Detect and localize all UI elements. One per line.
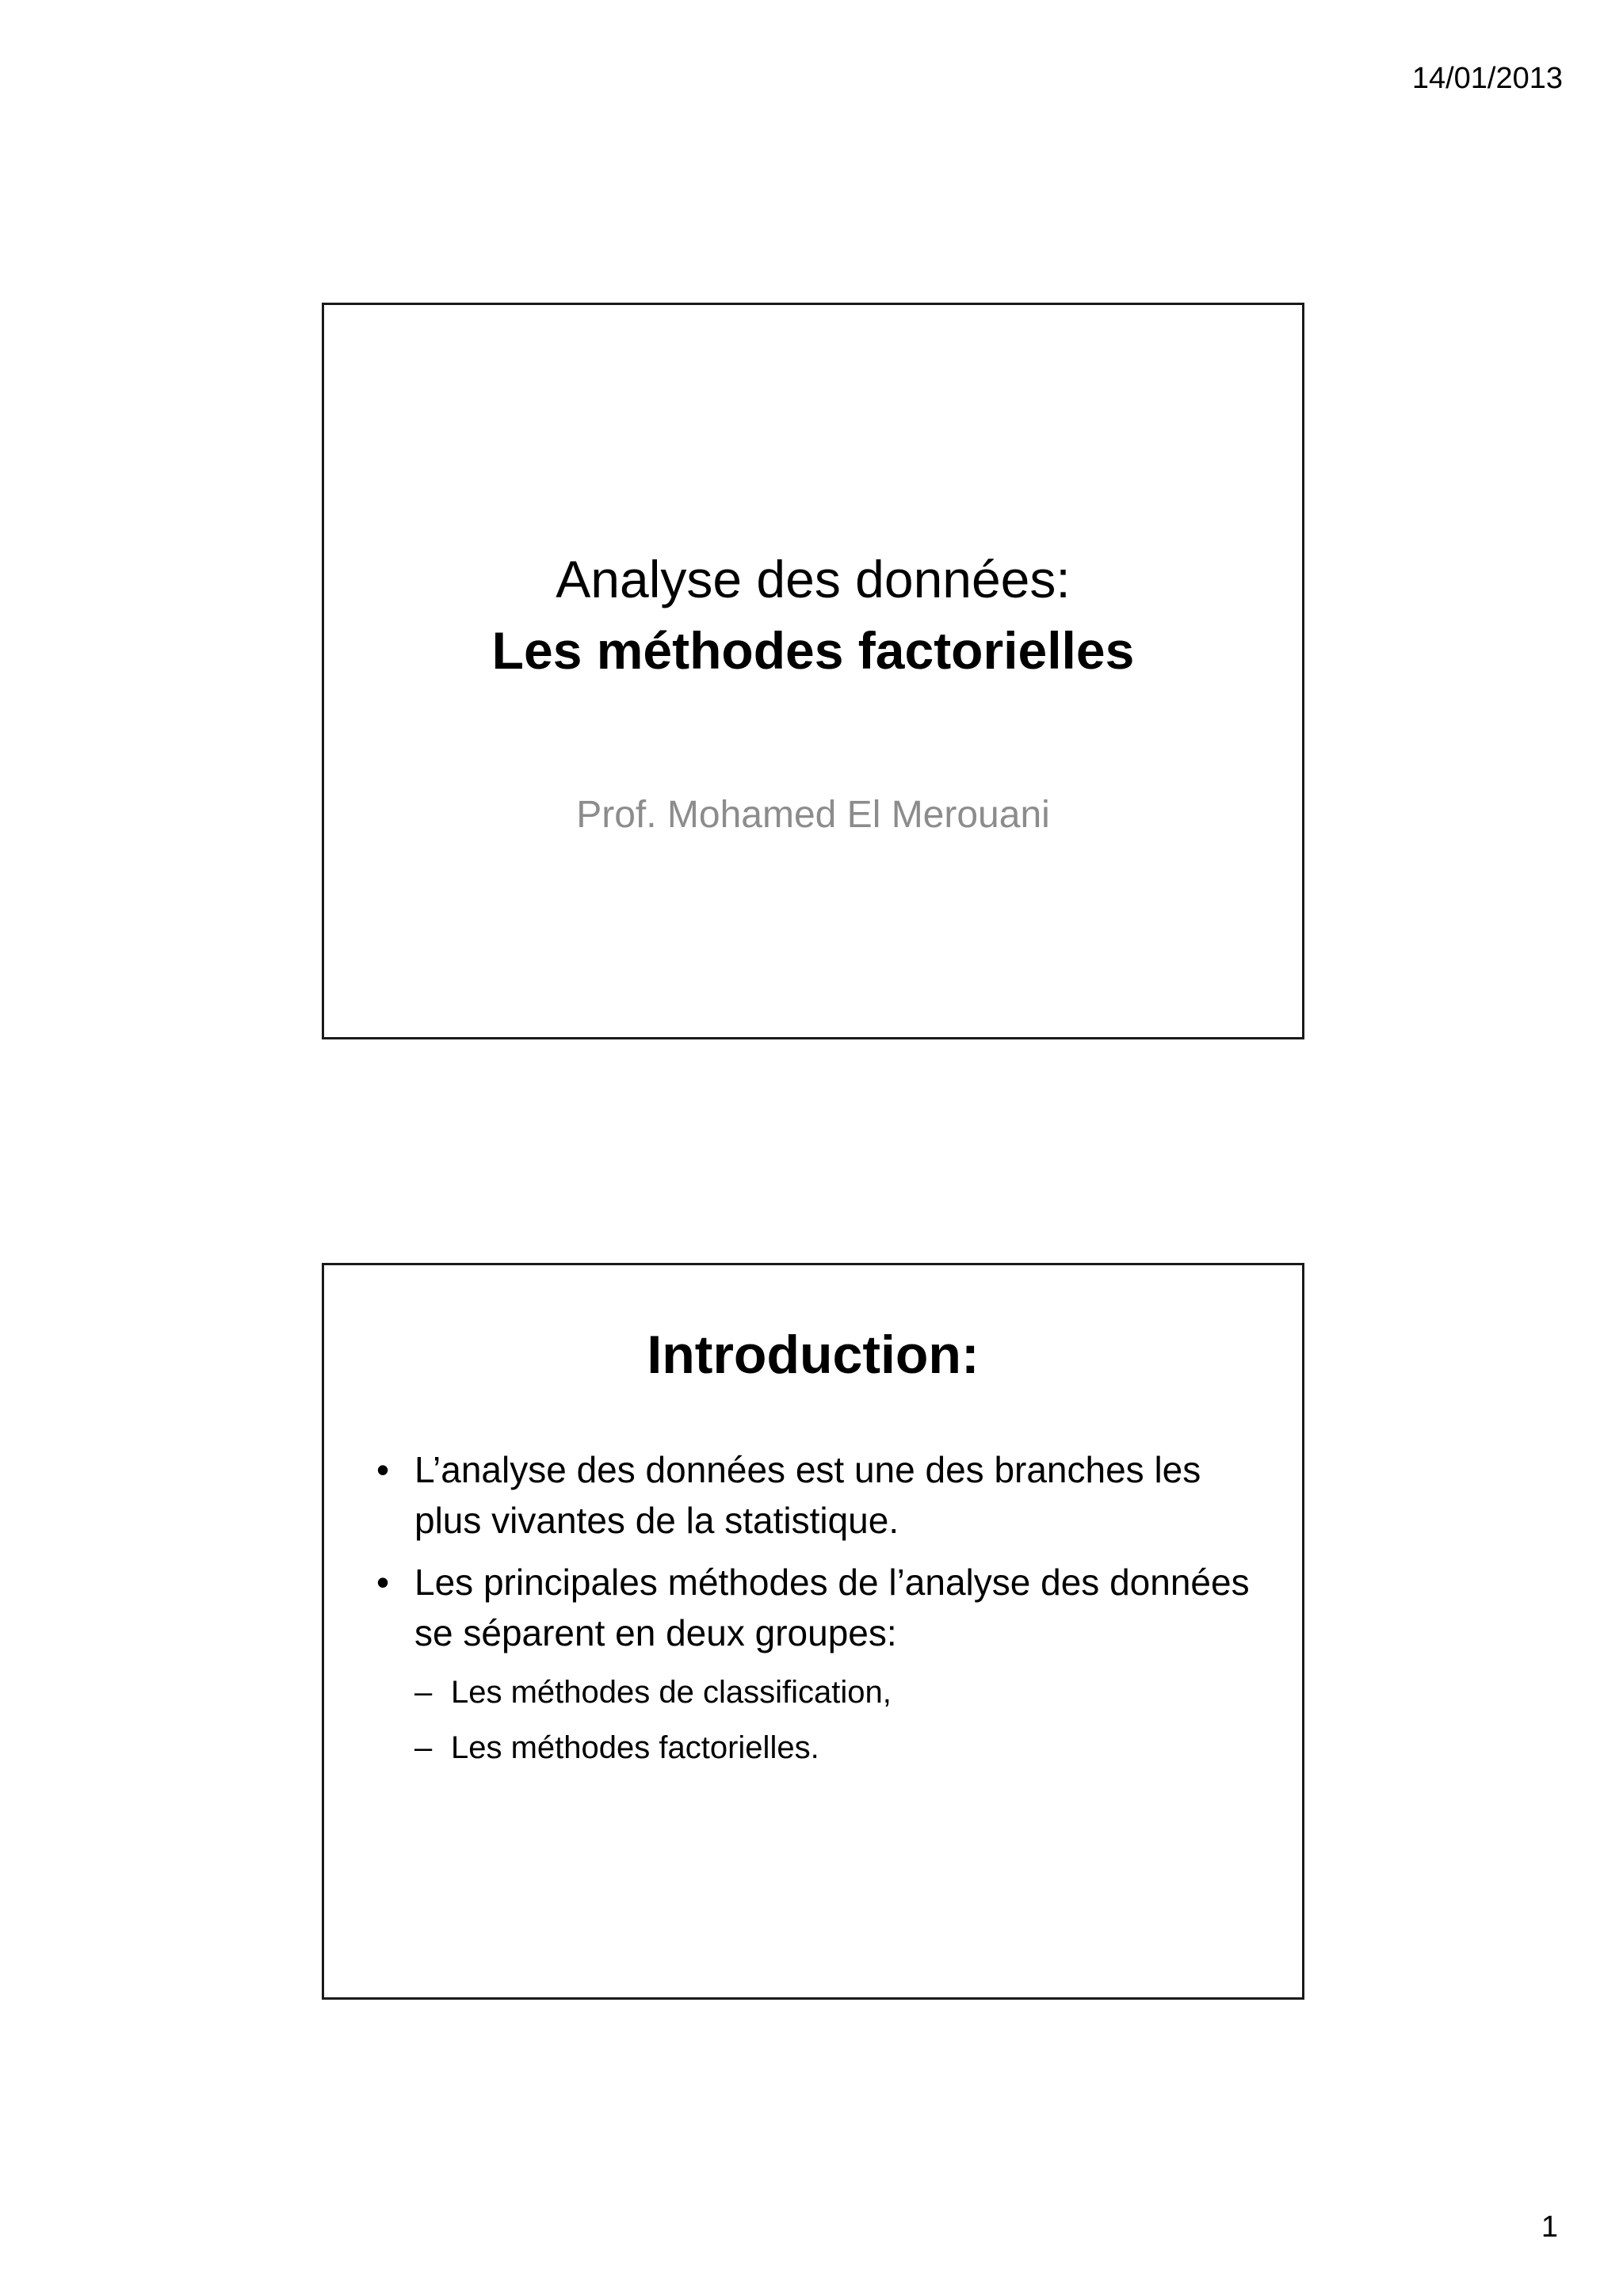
sub-bullet-item [372, 1669, 1270, 1715]
sub-bullet-text: Les méthodes factorielles. [451, 1730, 819, 1765]
bullet-item [372, 1444, 1270, 1546]
slide-body [372, 1444, 1270, 1780]
slide-title [322, 303, 1304, 1039]
sub-bullet-item [372, 1725, 1270, 1771]
page-number: 1 [1541, 2210, 1558, 2244]
slide-title-line-1: Analyse des données: [556, 550, 1071, 608]
bullet-text: Les principales méthodes de l’analyse des données se séparent en deux groupes: [414, 1562, 1250, 1653]
sub-bullet-text: Les méthodes de classification, [451, 1675, 892, 1710]
bullet-icon: • [376, 1449, 390, 1490]
bullet-icon: • [376, 1562, 390, 1603]
bullet-text: L’analyse des données est une des branches les plus vivantes de la statistique. [414, 1449, 1201, 1541]
slide-author: Prof. Mohamed El Merouani [576, 794, 1050, 836]
slide-introduction [322, 1263, 1304, 2000]
bullet-item [372, 1557, 1270, 1658]
slide-title-line-2: Les méthodes factorielles [491, 621, 1135, 680]
dash-icon: – [414, 1675, 433, 1710]
slide-heading: Introduction: [647, 1325, 980, 1385]
page-date: 14/01/2013 [1411, 62, 1563, 95]
dash-icon: – [414, 1730, 433, 1765]
